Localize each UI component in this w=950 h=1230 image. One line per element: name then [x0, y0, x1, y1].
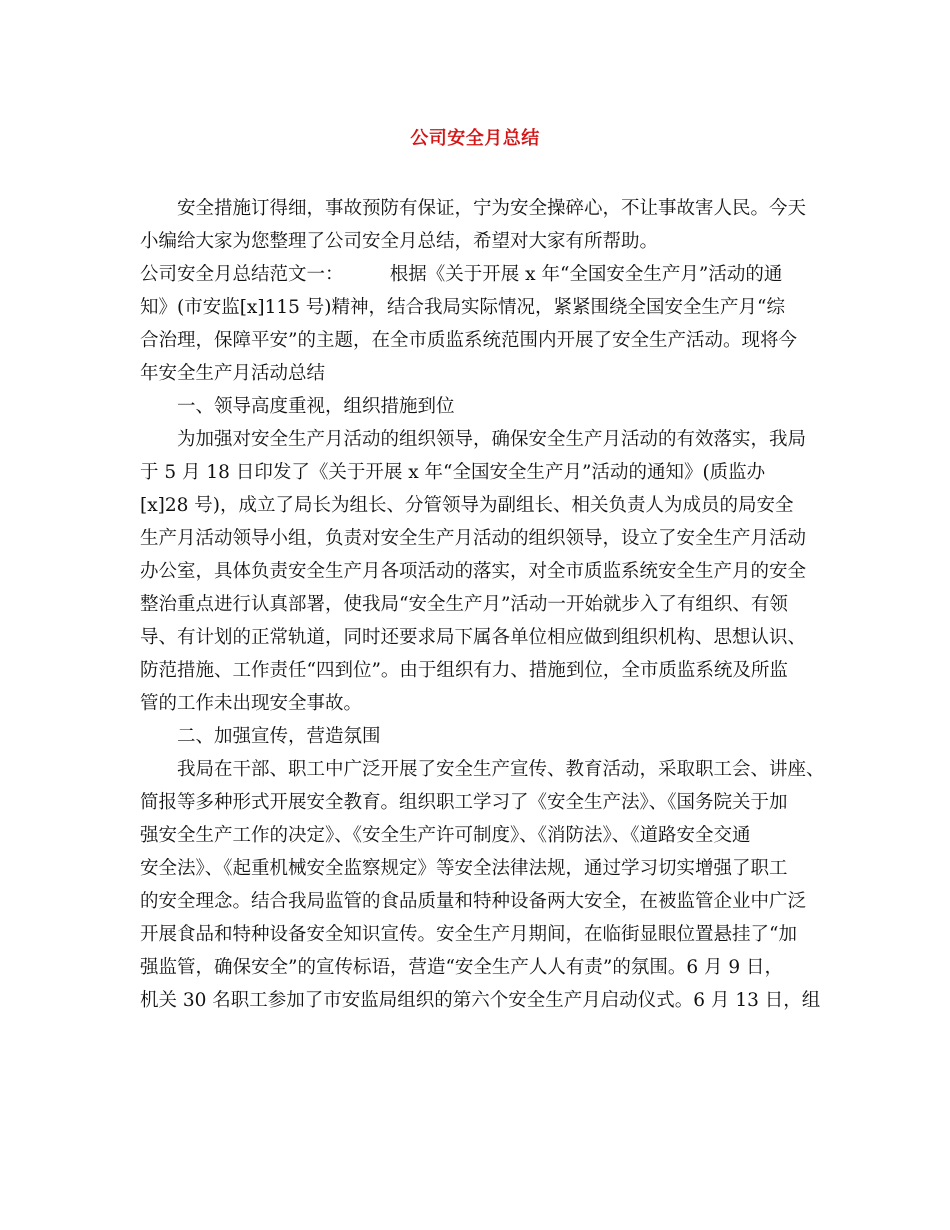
text-line: 的安全理念。结合我局监管的食品质量和特种设备两大安全，在被监管企业中广泛 — [140, 891, 807, 912]
text-line: 导、有计划的正常轨道，同时还要求局下属各单位相应做到组织机构、思想认识、 — [140, 627, 807, 648]
text-line: 强监管，确保安全”的宣传标语，营造“安全生产人人有责”的氛围。6 月 9 日， — [140, 957, 784, 978]
text-line: 我局在干部、职工中广泛开展了安全生产宣传、教育活动，采取职工会、讲座、 — [177, 759, 825, 780]
text-line: 年安全生产月活动总结 — [140, 363, 326, 384]
text-line: 安全法》、《起重机械安全监察规定》等安全法律法规，通过学习切实增强了职工 — [140, 858, 788, 879]
text-line: 防范措施、工作责任“四到位”。由于组织有力、措施到位，全市质监系统及所监 — [140, 660, 788, 681]
text-line: 小编给大家为您整理了公司安全月总结，希望对大家有所帮助。 — [140, 231, 659, 252]
text-line: 简报等多种形式开展安全教育。组织职工学习了《安全生产法》、《国务院关于加 — [140, 792, 788, 813]
text-line: 管的工作未出现安全事故。 — [140, 693, 363, 714]
document-body — [140, 192, 825, 1017]
text-line: [x]28 号)，成立了局长为组长、分管领导为副组长、相关负责人为成员的局安全 — [140, 495, 794, 516]
text-line: 机关 30 名职工参加了市安监局组织的第六个安全生产月启动仪式。6 月 13 日，组 — [140, 990, 821, 1011]
document-title: 公司安全月总结 — [410, 128, 540, 149]
text-line: 为加强对安全生产月活动的组织领导，确保安全生产月活动的有效落实，我局 — [177, 429, 807, 450]
text-line: 二、加强宣传，营造氛围 — [177, 726, 381, 747]
text-line: 开展食品和特种设备安全知识宣传。安全生产月期间，在临街显眼位置悬挂了“加 — [140, 924, 797, 945]
text-line: 强安全生产工作的决定》、《安全生产许可制度》、《消防法》、《道路安全交通 — [140, 825, 751, 846]
text-line: 办公室，具体负责安全生产月各项活动的落实，对全市质监系统安全生产月的安全 — [140, 561, 807, 582]
text-line: 整治重点进行认真部署，使我局“安全生产月”活动一开始就步入了有组织、有领 — [140, 594, 788, 615]
text-line: 于 5 月 18 日印发了《关于开展 x 年“全国安全生产月”活动的通知》(质监办 — [140, 462, 766, 483]
text-line: 知》(市安监[x]115 号)精神，结合我局实际情况，紧紧围绕全国安全生产月“综 — [140, 297, 785, 318]
text-line: 公司安全月总结范文一： 根据《关于开展 x 年“全国安全生产月”活动的通 — [140, 264, 783, 285]
text-line: 安全措施订得细，事故预防有保证，宁为安全操碎心，不让事故害人民。今天 — [177, 198, 807, 219]
text-line: 生产月活动领导小组，负责对安全生产月活动的组织领导，设立了安全生产月活动 — [140, 528, 807, 549]
text-line: 一、领导高度重视，组织措施到位 — [177, 396, 455, 417]
text-line: 合治理，保障平安”的主题，在全市质监系统范围内开展了安全生产活动。现将今 — [140, 330, 797, 351]
